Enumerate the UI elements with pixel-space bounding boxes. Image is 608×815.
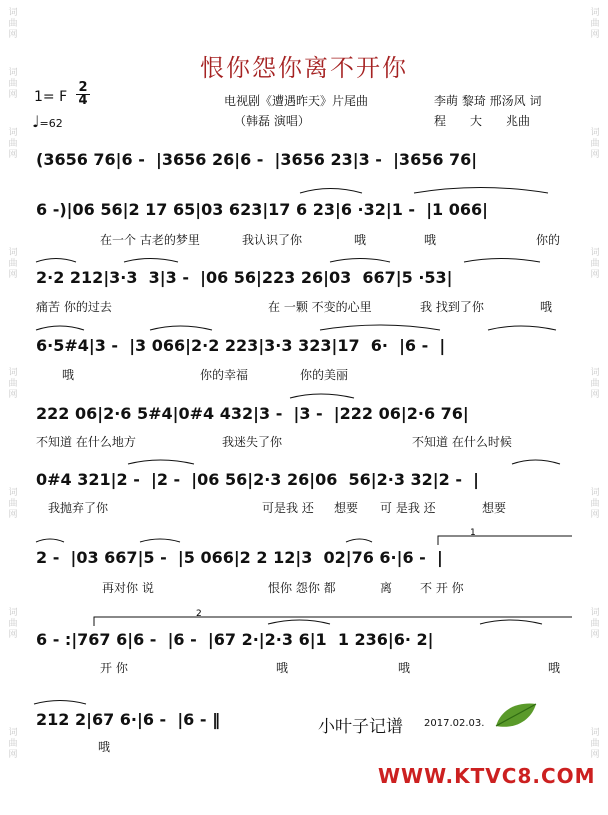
slur [34, 701, 86, 705]
lyric: 离 [380, 581, 393, 595]
watermark-right: 词 曲 网 [590, 488, 600, 520]
score-row-1: (3656 76|6 - |3656 26|6 - |3656 23|3 - |3656 76| [36, 150, 478, 169]
lyric: 哦 [548, 661, 561, 675]
slur [36, 539, 64, 542]
lyricist: 李萌 黎琦 邢汤风 词 [434, 94, 542, 108]
lyric: 痛苦 你的过去 [36, 300, 112, 314]
slur [330, 259, 390, 263]
score-row-7: 2 - |03 667|5 - |5 066|2 2 12|3 02|76 6·|6 - | [36, 548, 443, 567]
subtitle: 电视剧《遭遇昨天》片尾曲 [224, 94, 369, 108]
slur [36, 259, 76, 263]
watermark-left: 词 曲 网 [8, 248, 18, 280]
singer: （韩磊 演唱） [234, 114, 310, 128]
volta-number: 1 [470, 528, 476, 538]
watermark-right: 词 曲 网 [590, 608, 600, 640]
score-row-2: 6 -)|06 56|2 17 65|03 623|17 6 23|6 ·32|1 - |1 066| [36, 200, 488, 219]
lyric: 可是我 还 [262, 501, 314, 515]
website-url[interactable]: WWW.KTVC8.COM [378, 764, 596, 788]
lyric: 你的 [536, 233, 561, 247]
key-signature: 1= F [34, 89, 68, 105]
slur [480, 620, 542, 624]
watermark-left: 词 曲 网 [8, 68, 18, 100]
lyric: 哦 [354, 233, 367, 247]
watermark-right: 词 曲 网 [590, 128, 600, 160]
tempo-marking: ♩=62 [32, 112, 63, 131]
slur [128, 460, 194, 464]
slur [488, 326, 556, 330]
watermark-left: 词 曲 网 [8, 8, 18, 40]
watermark-right: 词 曲 网 [590, 368, 600, 400]
score-row-9: 212 2|67 6·|6 - |6 - ‖ [36, 710, 221, 729]
song-title: 恨你怨你离不开你 [200, 54, 408, 82]
watermark-left: 词 曲 网 [8, 368, 18, 400]
lyric: 哦 [276, 661, 289, 675]
watermark-left: 词 曲 网 [8, 608, 18, 640]
lyric: 我迷失了你 [222, 435, 283, 449]
volta-number: 2 [196, 609, 202, 619]
lyric: 想要 [482, 501, 507, 515]
slur [346, 539, 372, 542]
watermark-right: 词 曲 网 [590, 248, 600, 280]
watermark-right: 词 曲 网 [590, 728, 600, 760]
lyric: 哦 [398, 661, 411, 675]
lyric: 不知道 在什么时候 [412, 435, 512, 449]
lyric: 不 开 你 [420, 581, 464, 595]
lyric: 在一个 古老的梦里 [100, 233, 200, 247]
time-signature: 2 4 [76, 82, 90, 107]
lyric: 恨你 怨你 都 [268, 581, 336, 595]
lyric: 哦 [540, 300, 553, 314]
lyric: 我抛弃了你 [48, 501, 109, 515]
slur [268, 620, 330, 624]
slur [512, 460, 560, 464]
score-row-5: 222 06|2·6 5#4|0#4 432|3 - |3 - |222 06|2·6 76| [36, 404, 469, 423]
watermark-left: 词 曲 网 [8, 128, 18, 160]
score-row-4: 6·5#4|3 - |3 066|2·2 223|3·3 323|17 6· |6 - | [36, 336, 446, 355]
lyric: 你的幸福 [200, 368, 249, 382]
score-row-8: 6 - :|767 6|6 - |6 - |67 2·|2·3 6|1 1 236|6· 2| [36, 630, 434, 649]
slur [290, 394, 354, 398]
quarter-note-icon: ♩ [32, 112, 40, 131]
lyric: 哦 [62, 368, 75, 382]
slur [464, 259, 540, 263]
slur [300, 189, 362, 194]
lyric: 我认识了你 [242, 233, 303, 247]
lyric: 开 你 [100, 661, 128, 675]
lyric: 想要 [334, 501, 359, 515]
transcription-date: 2017.02.03. [424, 718, 485, 729]
slur [414, 188, 548, 194]
watermark-right: 词 曲 网 [590, 8, 600, 40]
slur [320, 325, 440, 330]
lyric: 不知道 在什么地方 [36, 435, 136, 449]
transcriber-signature: 小叶子记谱 [318, 717, 403, 737]
lyric: 再对你 说 [102, 581, 154, 595]
slur [124, 259, 178, 263]
slur [140, 539, 180, 542]
lyric: 哦 [424, 233, 437, 247]
lyric: 可 是我 还 [380, 501, 436, 515]
lyric: 在 一颗 不变的心里 [268, 300, 372, 314]
composer: 程 大 兆曲 [434, 114, 531, 128]
score-row-6: 0#4 321|2 - |2 - |06 56|2·3 26|06 56|2·3 32|2 - | [36, 470, 479, 489]
lyric: 我 找到了你 [420, 300, 484, 314]
volta-bracket [94, 617, 572, 626]
lyric: 哦 [98, 740, 111, 754]
score-row-3: 2·2 212|3·3 3|3 - |06 56|223 26|03 667|5 ·53| [36, 268, 453, 287]
leaf-icon [492, 700, 540, 732]
lyric: 你的美丽 [300, 368, 349, 382]
slur [150, 326, 212, 330]
watermark-left: 词 曲 网 [8, 488, 18, 520]
slur [36, 326, 84, 330]
volta-bracket [438, 536, 572, 545]
watermark-left: 词 曲 网 [8, 728, 18, 760]
